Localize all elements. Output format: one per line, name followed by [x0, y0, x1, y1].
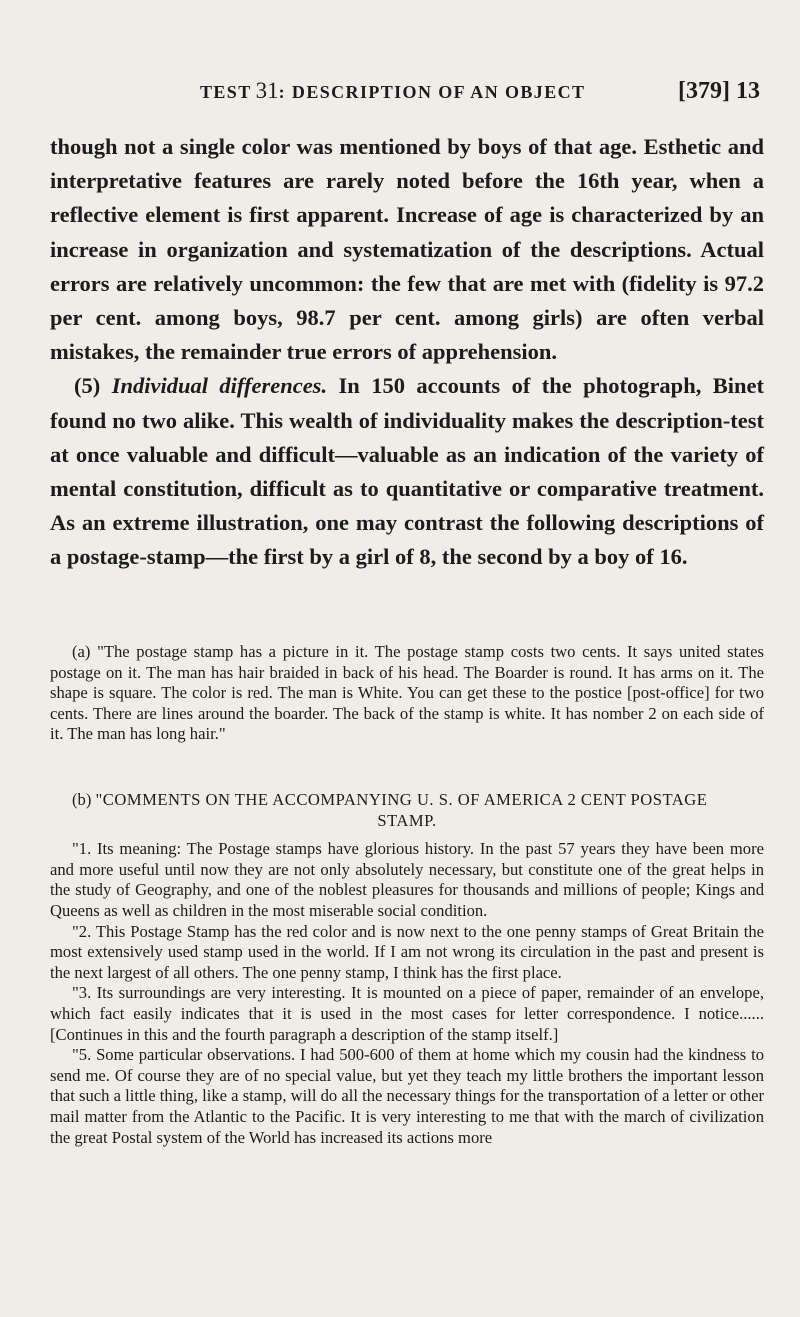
running-title	[200, 78, 585, 104]
quote-a-label: (a)	[72, 642, 91, 661]
quote-a-paragraph	[50, 642, 764, 745]
running-header	[200, 78, 760, 105]
running-title-test: TEST	[200, 82, 252, 102]
quote-b	[50, 790, 764, 1148]
quote-b-item-2: "2. This Postage Stamp has the red color and is now next to the one penny stamps of Great Britain the most extensively used stamp used in the world. If I am not wrong its circulation in the past and present is the next largest of all others. The one penny stamp, I think has the first place.	[50, 921, 764, 982]
page-number: [379] 13	[678, 78, 760, 104]
paragraph-continuation: though not a single color was mentioned by boys of that age. Esthetic and interpretative features are rarely noted before the 16th year, when a reflective element is first apparent. Increase of age is characterized by an increase in organization and systematization of the descriptions. Actual errors are relatively uncommon: the few that are met with (fidelity is 97.2 per cent. among boys, 98.7 per cent. among girls) are often verbal mistakes, the remainder true errors of apprehension.	[50, 134, 764, 365]
running-title-rest: : DESCRIPTION OF AN OBJECT	[278, 82, 586, 102]
quote-b-item-5: "5. Some particular observations. I had 500-600 of them at home which my cousin had the kindness to send me. Of course they are of no special value, but yet they teach my little brothers the important lesson that such a little thing, like a stamp, will do all the necessary things for the transportation of a letter or other mail matter from the Atlantic to the Pacific. It is very interesting to me that with the march of civilization the great Postal system of the World has increased its actions more	[50, 1045, 764, 1147]
main-text	[50, 130, 764, 575]
quote-a	[50, 642, 764, 745]
paragraph-body: In 150 accounts of the photograph, Binet found no two alike. This wealth of individuality makes the description-test at once valuable and difficult—valuable as an indication of the variety of mental constitution, difficult as to quantitative or comparative treatment. As an extreme illustration, one may contrast the following descriptions of a postage-stamp—the first by a girl of 8, the second by a boy of 16.	[50, 373, 765, 570]
paragraph-individual-differences	[50, 369, 764, 574]
quote-b-item-3: "3. Its surroundings are very interesting. It is mounted on a piece of paper, remainder of an envelope, which fact easily indicates that it is used in the most cases for letter correspondence. I notice...... [Continues in this and the fourth paragraph a description of the stamp itself.]	[50, 983, 764, 1044]
section-title: Individual differences.	[111, 373, 328, 399]
quote-b-label: (b)	[72, 790, 92, 809]
quote-b-heading-line2: STAMP.	[377, 810, 437, 830]
quote-b-item-1: "1. Its meaning: The Postage stamps have glorious history. In the past 57 years they have been more and more useful until now they are not only absolutely necessary, but constitute one of the great helps in the study of Geography, and one of the noblest pleasures for thousands and millions of people; Kings and Queens as well as children in the most miserable social condition.	[50, 839, 764, 920]
quote-b-heading-line1: "COMMENTS ON THE ACCOMPANYING U. S. OF AMERICA 2 CENT POSTAGE	[95, 790, 708, 809]
test-number: 31	[255, 78, 279, 103]
section-number: (5)	[74, 373, 101, 399]
quote-a-text: "The postage stamp has a picture in it. The postage stamp costs two cents. It says united states postage on it. The man has hair braided in back of his head. The Boarder is round. It has arms on it. The shape is square. The color is red. The man is White. You can get these to the postice [post-office] for two cents. There are lines around the boarder. The back of the stamp is white. It has nomber 2 on each side of it. The man has long hair."	[50, 642, 764, 744]
quote-b-heading	[50, 790, 764, 811]
